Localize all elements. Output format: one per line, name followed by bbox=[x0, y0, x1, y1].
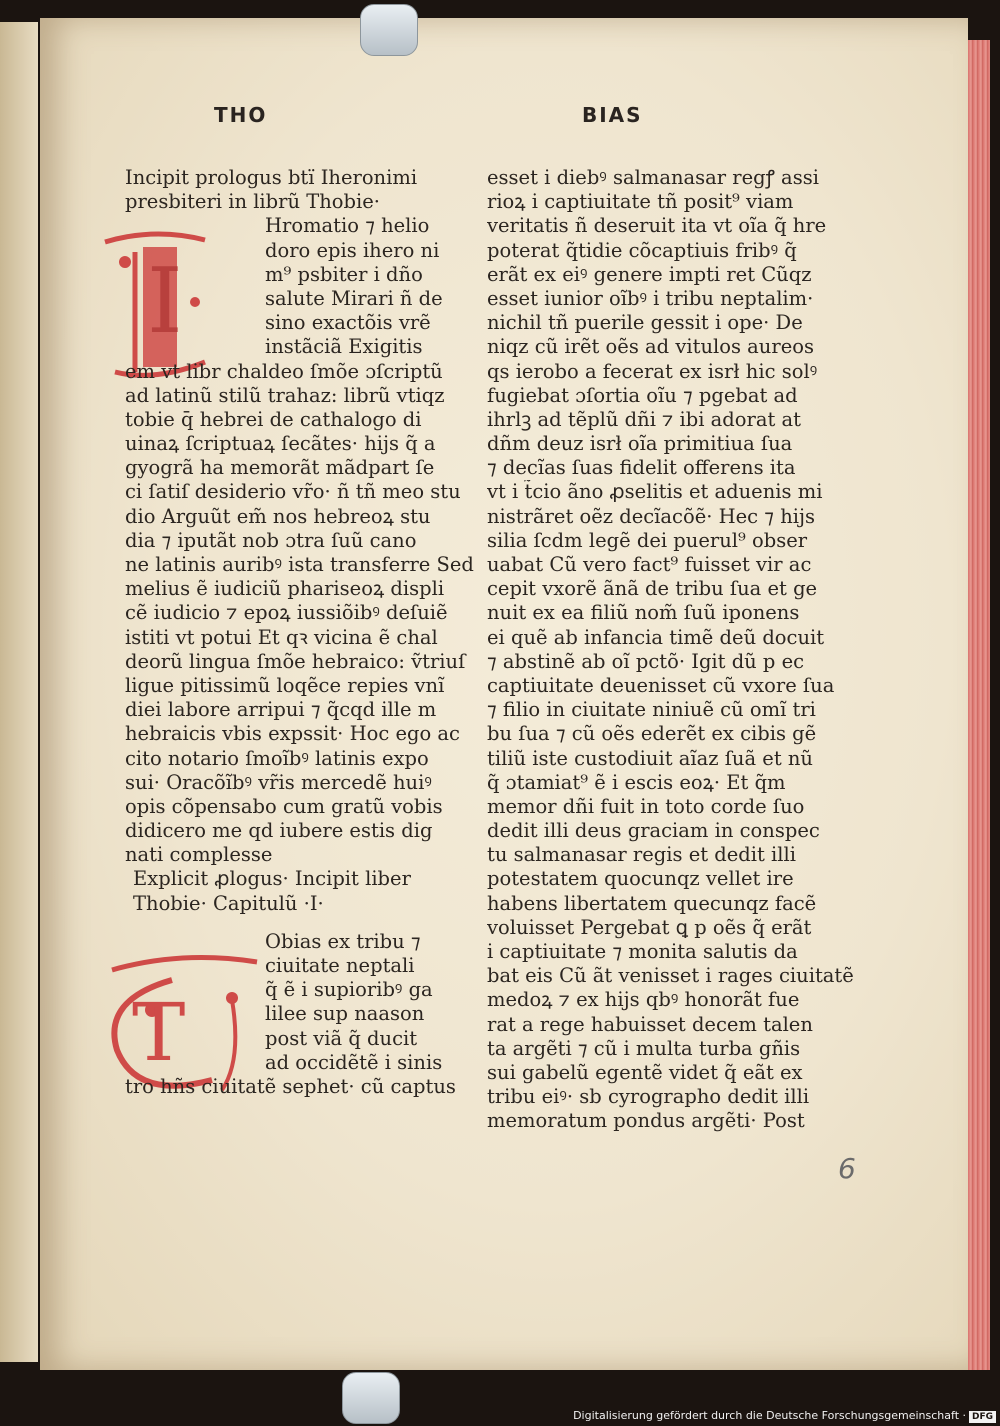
text-line: dedit illi deus graciam in conspec bbox=[487, 819, 820, 843]
text-line: doro epis ihero ni bbox=[265, 238, 440, 262]
text-line: silia ſcdm legẽ dei puerul⁹ obser bbox=[487, 528, 808, 552]
text-line: memoratum pondus argẽti· Post bbox=[487, 1109, 805, 1133]
text-line: tribu eiꝰ· sb cyrographo dedit illi bbox=[487, 1085, 810, 1109]
right-text-column bbox=[487, 166, 854, 1134]
text-line: instãciã Exigitis bbox=[265, 335, 423, 359]
text-line: nichil tñ puerile gessit i ope· De bbox=[487, 311, 803, 335]
text-line: Obias ex tribu ⁊ bbox=[265, 929, 421, 953]
text-line: rioꝝ i captiuitate tñ posit⁹ viam bbox=[487, 190, 794, 214]
text-line: Thobie· Capitulũ ·I· bbox=[133, 891, 324, 915]
text-line: tobie q̄ hebrei de cathalogo di bbox=[125, 407, 422, 431]
text-line: post viã q̃ ducit bbox=[265, 1026, 418, 1050]
text-line: ei quẽ ab infancia timẽ deũ docuit bbox=[487, 625, 825, 649]
text-line: bu ſua ⁊ cũ oẽs ederẽt ex cibis gẽ bbox=[487, 722, 817, 746]
text-line: erãt ex eiꝰ genere impti ret Cũqz bbox=[487, 262, 812, 286]
text-line: presbiteri in librũ Thobie· bbox=[125, 190, 380, 214]
text-line: gyogrã ha memorãt mãdpart ſe bbox=[125, 456, 435, 480]
text-line: nati complesse bbox=[125, 843, 273, 867]
text-line: veritatis ñ deseruit ita vt oĩa q̃ hre bbox=[487, 214, 827, 238]
text-line: hebraicis vbis expssit· Hoc ego ac bbox=[125, 722, 460, 746]
text-line: cepit vxorẽ ãnã de tribu ſua et ge bbox=[487, 577, 818, 601]
text-line: dñm deuz isrł oĩa primitiua ſua bbox=[487, 432, 793, 456]
text-line: fugiebat ɔſortia oĩu ⁊ pgebat ad bbox=[487, 383, 798, 407]
text-line: salute Mirari ñ de bbox=[265, 286, 443, 310]
text-line: vt i t̃cio ãno ꝓselitis et aduenis mi bbox=[487, 480, 823, 504]
text-line: didicero me qd iubere estis dig bbox=[125, 819, 433, 843]
text-line: captiuitate deuenisset cũ vxore ſua bbox=[487, 673, 835, 697]
text-line: q̃ ɔtamiat⁹ ẽ i escis eoꝝ· Et q̃m bbox=[487, 770, 786, 794]
text-line: nistrãret oẽz decĩacõẽ· Hec ⁊ hijs bbox=[487, 504, 816, 528]
left-text-column bbox=[125, 166, 474, 1099]
text-line: sui gabelũ egentẽ videt q̃ eãt ex bbox=[487, 1060, 803, 1084]
text-line: ciuitate neptali bbox=[265, 954, 415, 977]
text-line: opis cõpensabo cum gratũ vobis bbox=[125, 794, 443, 818]
text-line: melius ẽ iudiciũ phariseoꝝ displi bbox=[125, 577, 445, 601]
text-line: bat eis Cũ ãt venisset i rages ciuitatẽ bbox=[487, 964, 854, 988]
digitization-credit: Digitalisierung gefördert durch die Deutsche Forschungsgemeinschaft · bbox=[573, 1409, 966, 1422]
facing-page-edge bbox=[0, 22, 38, 1362]
text-line: uabat Cũ vero fact⁹ fuisset vir ac bbox=[487, 553, 812, 576]
text-line: ad latinũ stilũ trahaz: librũ vtiqz bbox=[125, 383, 445, 407]
text-line: dia ⁊ iputãt nob ɔtra ſuũ cano bbox=[125, 528, 417, 552]
text-line: em vt libr chaldeo ſmõe ɔſcriptũ bbox=[125, 359, 443, 383]
text-line: q̃ ẽ i supioribꝰ ga bbox=[265, 978, 433, 1002]
text-line: memor dñi fuit in toto corde ſuo bbox=[487, 794, 805, 818]
top-page-clip bbox=[360, 4, 418, 56]
text-line: potestatem quocunqz vellet ire bbox=[487, 867, 794, 891]
text-line: habens libertatem quecunqz facẽ bbox=[487, 891, 817, 915]
text-line: ligue pitissimũ loqẽce repies vnĩ bbox=[125, 673, 445, 697]
text-line: ne latinis auribꝰ ista transferre Sed bbox=[125, 553, 474, 576]
text-line: deorũ lingua ſmõe hebraico: ṽtriuſ bbox=[125, 649, 466, 673]
text-line: poterat q̃tidie cõcaptiuis fribꝰ q̃ bbox=[487, 238, 797, 262]
text-line: dio Arguũt em̃ nos hebreoꝝ stu bbox=[125, 504, 431, 528]
text-line: rat a rege habuisset decem talen bbox=[487, 1012, 813, 1036]
text-line: esset i diebꝰ salmanasar regꝭ assi bbox=[487, 166, 819, 189]
bottom-page-clip bbox=[342, 1372, 400, 1424]
text-line: qs ierobo a fecerat ex isrł hic solꝰ bbox=[487, 359, 818, 383]
text-line: voluisset Pergebat ꝗ p oẽs q̃ erãt bbox=[487, 915, 812, 939]
text-line: cẽ iudicio ⁊ epoꝝ iussiõibꝰ deſuiẽ bbox=[125, 601, 448, 625]
text-line: ⁊ abstinẽ ab oĩ pctõ· Igit dũ p ec bbox=[487, 649, 805, 673]
text-line: ihrlꝫ ad tẽplũ dñi ⁊ ibi adorat at bbox=[487, 407, 801, 431]
text-line: uinaꝝ ſcriptuaꝝ ſecãtes· hijs q̃ a bbox=[125, 432, 436, 456]
text-line: Incipit prologus btï Iheronimi bbox=[125, 166, 418, 189]
text-line: cito notario ſmoĩbꝰ latinis expo bbox=[125, 746, 429, 770]
text-line: istiti vt potui Et qꝛ vicina ẽ chal bbox=[125, 625, 438, 649]
initial-i-letter: I bbox=[147, 249, 183, 354]
text-line: sino exactõis vrẽ bbox=[265, 311, 431, 335]
text-line: esset iunior oĩbꝰ i tribu neptalim· bbox=[487, 286, 814, 310]
text-line: nuit ex ea filiũ nom̃ ſuũ iponens bbox=[487, 601, 800, 625]
text-line: niqz cũ irẽt oẽs ad vitulos aureos bbox=[487, 335, 814, 359]
text-line: Hromatio ⁊ helio bbox=[265, 214, 430, 238]
text-line: diei labore arripui ⁊ q̃cqd ille m bbox=[125, 698, 437, 722]
initial-t-letter: T bbox=[132, 986, 186, 1079]
text-line: ta argẽti ⁊ cũ i multa turba gñis bbox=[487, 1036, 801, 1060]
text-line: m⁹ psbiter i dño bbox=[265, 262, 423, 286]
text-line: sui· Oracõĩbꝰ vr̃is mercedẽ huiꝰ bbox=[125, 770, 432, 794]
running-head-right: BIAS bbox=[582, 103, 643, 127]
text-line: ci ſatiſ desiderio vr̃o· ñ tñ meo stu bbox=[125, 480, 461, 504]
red-page-edges bbox=[968, 40, 990, 1370]
text-line: tro hñs ciuitatẽ sephet· cũ captus bbox=[125, 1074, 456, 1098]
dfg-logo: DFG bbox=[969, 1411, 996, 1423]
text-line: ⁊ filio in ciuitate niniuẽ cũ omĩ tri bbox=[487, 698, 816, 722]
text-line: medoꝝ ⁊ ex hijs qbꝰ honorãt fue bbox=[487, 988, 800, 1012]
running-head-left: THO bbox=[214, 103, 268, 127]
text-line: ad occidẽtẽ i sinis bbox=[265, 1050, 443, 1074]
text-line: tiliũ iste custodiuit aĩaz ſuã et nũ bbox=[487, 746, 813, 770]
text-line: i captiuitate ⁊ monita salutis da bbox=[487, 940, 798, 963]
text-line: Explicit ꝓlogus· Incipit liber bbox=[133, 867, 411, 891]
text-line: ⁊ decĩas ſuas fidelit offerens ita bbox=[487, 456, 796, 480]
text-line: tu salmanasar regis et dedit illi bbox=[487, 843, 797, 867]
folio-number: 6 bbox=[838, 1152, 856, 1185]
text-line: lilee sup naason bbox=[265, 1002, 425, 1026]
